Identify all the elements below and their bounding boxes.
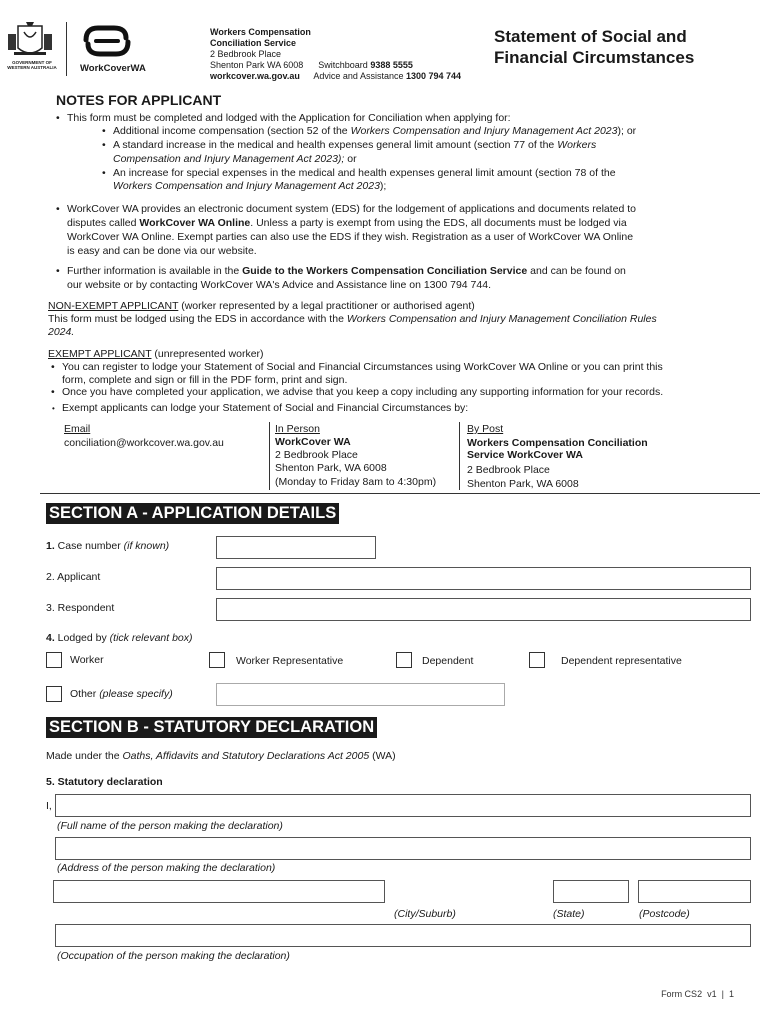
occupation-input[interactable] bbox=[55, 924, 751, 947]
state-hint: (State) bbox=[553, 908, 585, 920]
notes-paragraph-2-l1: • WorkCover WA provides an electronic document system (EDS) for the lodgement of applications and documents related to bbox=[67, 203, 636, 217]
notes-sub-bullet-2-cont: Compensation and Injury Management Act 2023); or bbox=[113, 153, 357, 165]
exempt-bullet-1-l1: • You can register to lodge your Statement of Social and Financial Circumstances using WorkCover WA Online or you can print this bbox=[62, 361, 663, 375]
dependent-option-label: Dependent bbox=[422, 655, 474, 667]
org-address: 2 Bedbrook Place bbox=[210, 49, 282, 59]
applicant-label: 2. Applicant bbox=[46, 571, 101, 583]
worker-rep-option-label: Worker Representative bbox=[236, 655, 344, 667]
postcode-input[interactable] bbox=[638, 880, 751, 903]
form-code: Form CS2 bbox=[661, 989, 703, 999]
dependent-checkbox[interactable] bbox=[396, 652, 412, 668]
column-divider-2 bbox=[459, 422, 460, 490]
state-input[interactable] bbox=[553, 880, 629, 903]
advice-label: Advice and Assistance bbox=[313, 71, 404, 81]
title-line1: Statement of Social and bbox=[494, 27, 687, 46]
section-a-title: SECTION A - APPLICATION DETAILS bbox=[46, 503, 339, 524]
worker-option-label: Worker bbox=[70, 654, 104, 666]
email-heading: Email bbox=[64, 423, 91, 435]
advice-number: 1300 794 744 bbox=[405, 71, 462, 81]
in-person-heading: In Person bbox=[275, 423, 320, 435]
footer-separator: | bbox=[721, 989, 724, 999]
notes-paragraph-1: • This form must be completed and lodged with the Application for Conciliation when applying for: bbox=[67, 112, 511, 126]
page-footer bbox=[661, 989, 734, 999]
nonexempt-heading: NON-EXEMPT APPLICANT (worker represented by a legal practitioner or authorised agent) bbox=[48, 300, 475, 312]
logo-divider bbox=[66, 22, 67, 76]
notes-sub-bullet-1: • Additional income compensation (section 52 of the Workers Compensation and Injury Management Act 2023); or bbox=[113, 125, 636, 139]
lodged-by-label: 4. Lodged by (tick relevant box) bbox=[46, 632, 193, 644]
other-option-label: Other (please specify) bbox=[70, 688, 173, 700]
other-specify-input[interactable] bbox=[216, 683, 505, 706]
section-b-title: SECTION B - STATUTORY DECLARATION bbox=[46, 717, 377, 738]
column-divider-1 bbox=[269, 422, 270, 490]
exempt-bullet-1-l2: form, complete and sign or fill in the PDF form, print and sign. bbox=[62, 374, 348, 386]
email-address-link[interactable]: conciliation@workcover.wa.gov.au bbox=[64, 437, 224, 449]
nonexempt-text-l2: 2024. bbox=[48, 326, 75, 338]
address-input[interactable] bbox=[55, 837, 751, 860]
title-line2: Financial Circumstances bbox=[494, 48, 695, 67]
contact-block bbox=[210, 27, 461, 82]
notes-paragraph-2-l4: is easy and can be done via our website. bbox=[67, 245, 257, 257]
postcode-hint: (Postcode) bbox=[639, 908, 690, 920]
by-post-heading: By Post bbox=[467, 423, 504, 435]
section-divider bbox=[40, 493, 760, 494]
city-suburb-input[interactable] bbox=[53, 880, 385, 903]
org-line1: Workers Compensation bbox=[210, 27, 311, 37]
notes-heading: NOTES FOR APPLICANT bbox=[56, 92, 222, 108]
in-person-hours: (Monday to Friday 8am to 4:30pm) bbox=[275, 476, 437, 488]
address-hint: (Address of the person making the declaration) bbox=[57, 862, 276, 874]
worker-checkbox[interactable] bbox=[46, 652, 62, 668]
notes-paragraph-3-l1: • Further information is available in the Guide to the Workers Compensation Conciliation Service and can be found on bbox=[67, 265, 626, 279]
made-under-text: Made under the Oaths, Affidavits and Statutory Declarations Act 2005 (WA) bbox=[46, 750, 396, 762]
switchboard-label: Switchboard bbox=[318, 60, 368, 70]
in-person-suburb: Shenton Park, WA 6008 bbox=[275, 462, 387, 474]
form-version: v1 bbox=[707, 989, 717, 999]
document-title bbox=[494, 26, 694, 68]
wc-logo-text: WorkCoverWA bbox=[80, 63, 146, 74]
city-suburb-hint: (City/Suburb) bbox=[394, 908, 456, 920]
exempt-bullet-3: • Exempt applicants can lodge your Statement of Social and Financial Circumstances by: bbox=[62, 402, 468, 416]
org-line2: Conciliation Service bbox=[210, 38, 297, 48]
nonexempt-text-l1: This form must be lodged using the EDS in accordance with the Workers Compensation and Injury Management Conciliation Rules bbox=[48, 313, 657, 325]
government-crest-logo bbox=[4, 20, 56, 76]
gov-logo-text: GOVERNMENT OF WESTERN AUSTRALIA bbox=[7, 60, 57, 70]
respondent-label: 3. Respondent bbox=[46, 602, 115, 614]
dependent-rep-option-label: Dependent representative bbox=[561, 655, 682, 667]
case-number-label: 1. Case number (if known) bbox=[46, 540, 170, 552]
notes-paragraph-3-l2: our website or by contacting WorkCover WA's Advice and Assistance line on 1300 794 744. bbox=[67, 279, 491, 291]
notes-sub-bullet-3-cont: Workers Compensation and Injury Management Act 2023); bbox=[113, 180, 387, 192]
page-number: 1 bbox=[728, 989, 734, 999]
i-label: I, bbox=[46, 800, 52, 812]
dependent-rep-checkbox[interactable] bbox=[529, 652, 545, 668]
occupation-hint: (Occupation of the person making the declaration) bbox=[57, 950, 290, 962]
by-post-org-l2: Service WorkCover WA bbox=[467, 449, 583, 461]
full-name-input[interactable] bbox=[55, 794, 751, 817]
notes-sub-bullet-3: • An increase for special expenses in the medical and health expenses general limit amount (section 78 of the bbox=[113, 167, 616, 181]
in-person-address: 2 Bedbrook Place bbox=[275, 449, 358, 461]
website-link[interactable]: workcover.wa.gov.au bbox=[210, 71, 300, 81]
full-name-hint: (Full name of the person making the declaration) bbox=[57, 820, 283, 832]
by-post-address: 2 Bedbrook Place bbox=[467, 464, 550, 476]
other-checkbox[interactable] bbox=[46, 686, 62, 702]
exempt-heading: EXEMPT APPLICANT (unrepresented worker) bbox=[48, 348, 264, 360]
case-number-input[interactable] bbox=[216, 536, 376, 559]
in-person-org: WorkCover WA bbox=[275, 436, 351, 448]
switchboard-number: 9388 5555 bbox=[370, 60, 413, 70]
notes-sub-bullet-2: • A standard increase in the medical and health expenses general limit amount (section 77 of the Workers bbox=[113, 139, 596, 153]
by-post-org-l1: Workers Compensation Conciliation bbox=[467, 437, 648, 449]
respondent-input[interactable] bbox=[216, 598, 751, 621]
org-suburb: Shenton Park WA 6008 bbox=[210, 60, 304, 70]
notes-paragraph-2-l2: disputes called WorkCover WA Online. Unless a party is exempt from using the EDS, all documents must be lodged via bbox=[67, 217, 627, 229]
applicant-input[interactable] bbox=[216, 567, 751, 590]
exempt-bullet-2: • Once you have completed your application, we advise that you keep a copy including any supporting information for your records. bbox=[62, 386, 663, 400]
by-post-suburb: Shenton Park, WA 6008 bbox=[467, 478, 579, 490]
statutory-declaration-label: 5. Statutory declaration bbox=[46, 776, 163, 788]
notes-paragraph-2-l3: WorkCover WA Online. Exempt parties can also use the EDS if they wish. Registration as a user of WorkCover WA Online bbox=[67, 231, 634, 243]
workcover-wa-logo bbox=[78, 22, 146, 76]
worker-rep-checkbox[interactable] bbox=[209, 652, 225, 668]
